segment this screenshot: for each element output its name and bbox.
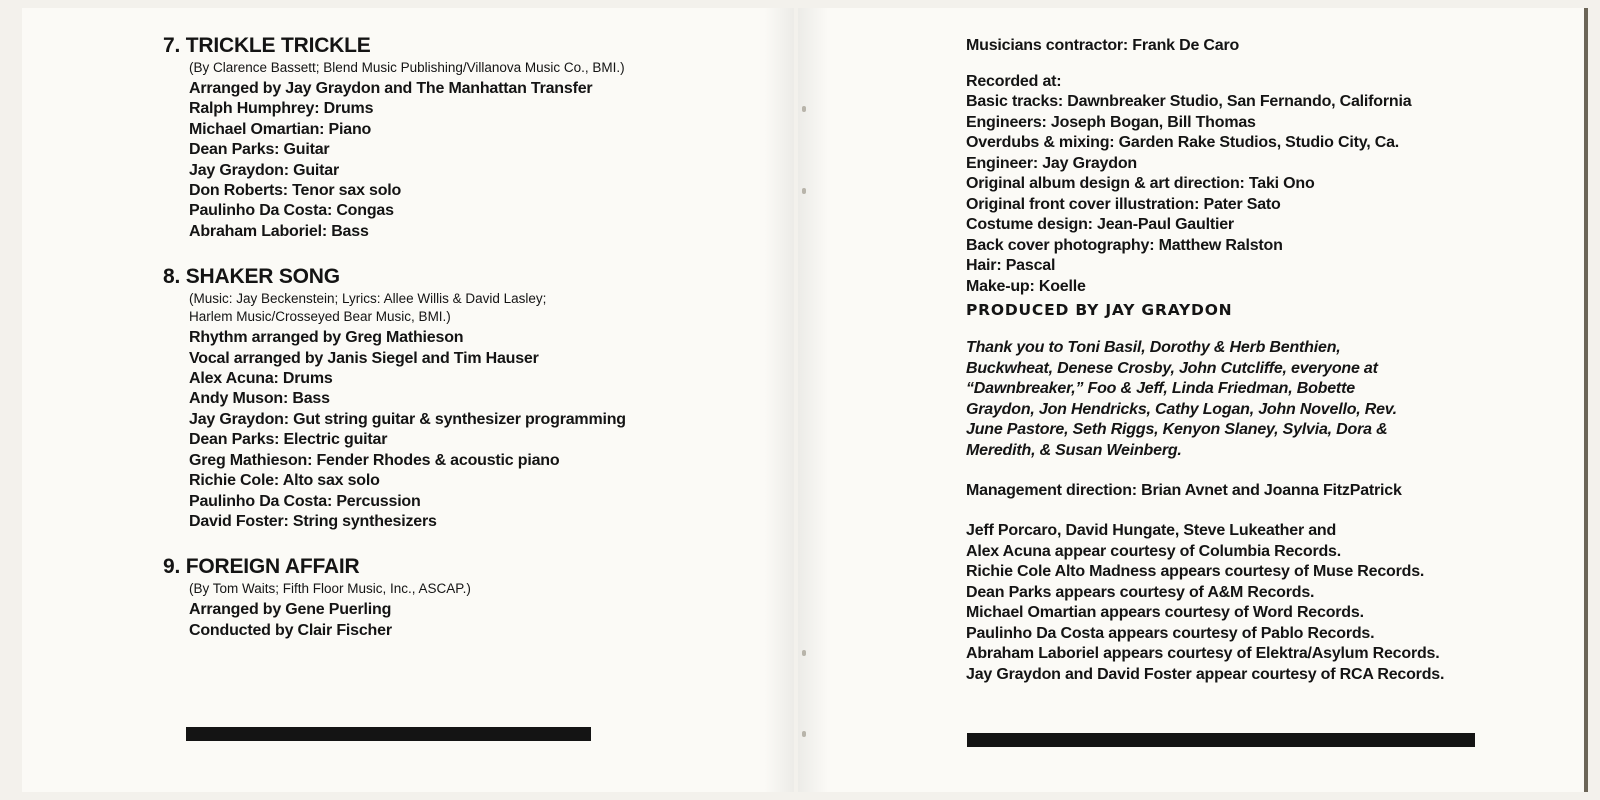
staple <box>802 106 806 112</box>
courtesy-line: Jay Graydon and David Foster appear courtesy of RCA Records. <box>966 665 1445 683</box>
track-title: 7. TRICKLE TRICKLE <box>163 34 371 57</box>
decorative-bar <box>967 733 1475 747</box>
management-credit: Management direction: Brian Avnet and Joanna FitzPatrick <box>966 481 1402 499</box>
courtesy-line: Abraham Laboriel appears courtesy of Elektra/Asylum Records. <box>966 645 1440 663</box>
credit-line: Paulinho Da Costa: Congas <box>189 202 394 220</box>
thanks-line: June Pastore, Seth Riggs, Kenyon Slaney, Sylvia, Dora & <box>966 421 1388 439</box>
staple <box>802 188 806 194</box>
credit-line: Abraham Laboriel: Bass <box>189 222 369 240</box>
recorded-at-heading: Recorded at: <box>966 72 1062 90</box>
credit-line: Michael Omartian: Piano <box>189 120 372 138</box>
production-credit-line: Back cover photography: Matthew Ralston <box>966 236 1283 254</box>
track-publishing-credit: (By Tom Waits; Fifth Floor Music, Inc., ASCAP.) <box>189 581 471 597</box>
credit-line: Dean Parks: Electric guitar <box>189 431 388 449</box>
credit-line: Don Roberts: Tenor sax solo <box>189 182 402 200</box>
track-9 <box>163 554 723 641</box>
credit-line: Alex Acuna: Drums <box>189 370 333 388</box>
production-credit-line: Engineer: Jay Graydon <box>966 154 1137 172</box>
credit-line: Greg Mathieson: Fender Rhodes & acoustic piano <box>189 451 560 469</box>
credit-line: Paulinho Da Costa: Percussion <box>189 492 421 510</box>
track-7 <box>163 33 723 242</box>
production-credit-line: Make-up: Koelle <box>966 277 1086 295</box>
thanks-paragraph <box>966 338 1446 462</box>
production-credit-line: Costume design: Jean-Paul Gaultier <box>966 216 1234 233</box>
credit-line: Arranged by Gene Puerling <box>189 601 392 619</box>
credit-line: Dean Parks: Guitar <box>189 141 330 159</box>
production-credit-line: Engineers: Joseph Bogan, Bill Thomas <box>966 113 1256 131</box>
courtesy-line: Jeff Porcaro, David Hungate, Steve Lukeather and <box>966 522 1337 540</box>
spacer <box>966 57 1566 72</box>
thanks-line: Buckwheat, Denese Crosby, John Cutcliffe, everyone at <box>966 359 1378 377</box>
courtesy-line: Paulinho Da Costa appears courtesy of Pablo Records. <box>966 624 1375 642</box>
track-publishing-credit: (By Clarence Bassett; Blend Music Publishing/Villanova Music Co., BMI.) <box>189 60 625 75</box>
credit-line: Jay Graydon: Guitar <box>189 161 340 179</box>
credit-line: Vocal arranged by Janis Siegel and Tim Hauser <box>189 349 539 367</box>
credit-line: Ralph Humphrey: Drums <box>189 100 374 118</box>
credit-line: Rhythm arranged by Greg Mathieson <box>189 329 464 347</box>
production-credit-line: Original front cover illustration: Pater Sato <box>966 195 1281 213</box>
track-publishing-credit: Harlem Music/Crosseyed Bear Music, BMI.) <box>189 309 451 325</box>
courtesy-line: Richie Cole Alto Madness appears courtesy of Muse Records. <box>966 563 1425 581</box>
left-credits-column <box>163 33 723 663</box>
producer-heading: PRODUCED BY JAY GRAYDON <box>966 301 1233 319</box>
production-credit-line: Hair: Pascal <box>966 257 1056 274</box>
staple <box>802 650 806 656</box>
courtesy-line: Dean Parks appears courtesy of A&M Records. <box>966 583 1315 601</box>
production-credit-line: Overdubs & mixing: Garden Rake Studios, Studio City, Ca. <box>966 134 1400 151</box>
production-credit-line: Original album design & art direction: Taki Ono <box>966 175 1315 192</box>
credit-line: Richie Cole: Alto sax solo <box>189 472 380 490</box>
courtesy-line: Michael Omartian appears courtesy of Word Records. <box>966 604 1364 622</box>
thanks-line: “Dawnbreaker,” Foo & Jeff, Linda Friedman, Bobette <box>966 380 1355 398</box>
courtesy-credits <box>966 521 1566 685</box>
credit-line: David Foster: String synthesizers <box>189 512 437 530</box>
contractor-credit: Musicians contractor: Frank De Caro <box>966 37 1240 54</box>
track-title: 8. SHAKER SONG <box>163 265 340 289</box>
track-publishing-credit: (Music: Jay Beckenstein; Lyrics: Allee Willis & David Lasley; <box>189 291 547 307</box>
credit-line: Arranged by Jay Graydon and The Manhattan Transfer <box>189 80 593 97</box>
recording-credits <box>966 72 1566 298</box>
thanks-line: Graydon, Jon Hendricks, Cathy Logan, John Novello, Rev. <box>966 400 1397 418</box>
courtesy-line: Alex Acuna appear courtesy of Columbia Records. <box>966 542 1341 560</box>
production-credit-line: Basic tracks: Dawnbreaker Studio, San Fernando, California <box>966 93 1412 110</box>
credit-line: Andy Muson: Bass <box>189 390 330 408</box>
right-credits-column <box>966 36 1566 685</box>
track-8 <box>163 264 723 532</box>
thanks-line: Thank you to Toni Basil, Dorothy & Herb Benthien, <box>966 339 1341 356</box>
credit-line: Conducted by Clair Fischer <box>189 621 392 639</box>
track-title: 9. FOREIGN AFFAIR <box>163 555 360 579</box>
credit-line: Jay Graydon: Gut string guitar & synthesizer programming <box>189 410 626 428</box>
staple <box>802 731 806 737</box>
thanks-line: Meredith, & Susan Weinberg. <box>966 441 1182 459</box>
spacer <box>966 462 1566 481</box>
decorative-bar <box>186 727 591 741</box>
spacer <box>966 501 1566 521</box>
